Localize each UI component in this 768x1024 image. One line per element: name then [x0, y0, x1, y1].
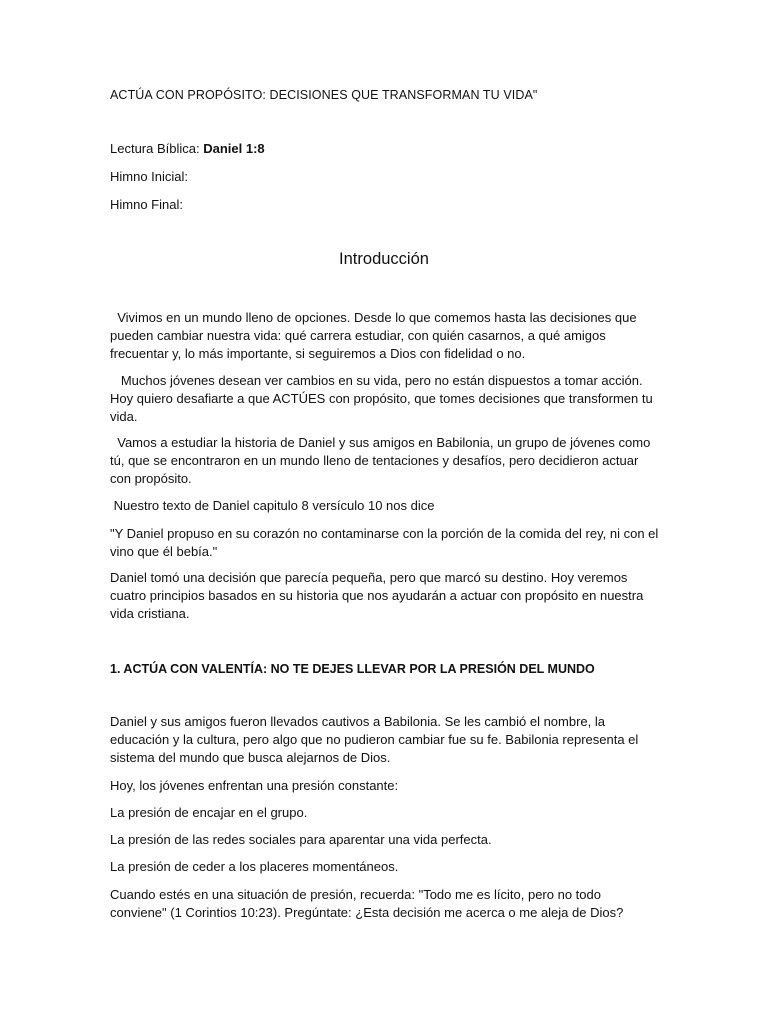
- list-item: La presión de ceder a los placeres momentáneos.: [110, 859, 399, 874]
- lectura-value: Daniel 1:8: [203, 141, 265, 156]
- paragraph: Nuestro texto de Daniel capitulo 8 versículo 10 nos dice: [110, 498, 435, 513]
- paragraph: Cuando estés en una situación de presión, recuerda: "Todo me es lícito, pero no todo conviene" (1 Corintios 10:23). Pregúntate: ¿Esta decisión me acerca o me aleja de Dios?: [110, 887, 624, 920]
- bible-quote: "Y Daniel propuso en su corazón no contaminarse con la porción de la comida del rey, ni con el vino que él bebía.": [110, 526, 659, 559]
- paragraph: Vivimos en un mundo lleno de opciones. Desde lo que comemos hasta las decisiones que pueden cambiar nuestra vida: qué carrera estudiar, con quién casarnos, a qué amigos frecuentar y, lo más importante, si seguiremos a Dios con fidelidad o no.: [110, 310, 641, 361]
- intro-heading: Introducción: [339, 250, 429, 268]
- paragraph: Vamos a estudiar la historia de Daniel y sus amigos en Babilonia, un grupo de jóvenes como tú, que se encontraron en un mundo lleno de tentaciones y desafíos, pero decidieron actuar con propósito.: [110, 435, 654, 486]
- section-heading: 1. ACTÚA CON VALENTÍA: NO TE DEJES LLEVAR POR LA PRESIÓN DEL MUNDO: [110, 662, 595, 676]
- paragraph: Daniel tomó una decisión que parecía pequeña, pero que marcó su destino. Hoy veremos cuatro principios basados en su historia que nos ayudarán a actuar con propósito en nuestra vida cristiana.: [110, 570, 644, 621]
- himno-inicial: Himno Inicial:: [110, 169, 189, 184]
- list-item: La presión de las redes sociales para aparentar una vida perfecta.: [110, 832, 492, 847]
- paragraph: Hoy, los jóvenes enfrentan una presión constante:: [110, 778, 399, 793]
- paragraph: Daniel y sus amigos fueron llevados cautivos a Babilonia. Se les cambió el nombre, la educación y la cultura, pero algo que no pudieron cambiar fue su fe. Babilonia representa el sistema del mundo que busca alejarnos de Dios.: [110, 714, 639, 765]
- himno-final: Himno Final:: [110, 197, 183, 212]
- lectura-label: Lectura Bíblica:: [110, 141, 204, 156]
- document-title: ACTÚA CON PROPÓSITO: DECISIONES QUE TRANSFORMAN TU VIDA": [110, 88, 538, 102]
- list-item: La presión de encajar en el grupo.: [110, 805, 308, 820]
- paragraph: Muchos jóvenes desean ver cambios en su vida, pero no están dispuestos a tomar acción. Hoy quiero desafiarte a que ACTÚES con propósito, que tomes decisiones que transformen tu vida.: [110, 373, 657, 424]
- lectura-biblica: [110, 140, 265, 158]
